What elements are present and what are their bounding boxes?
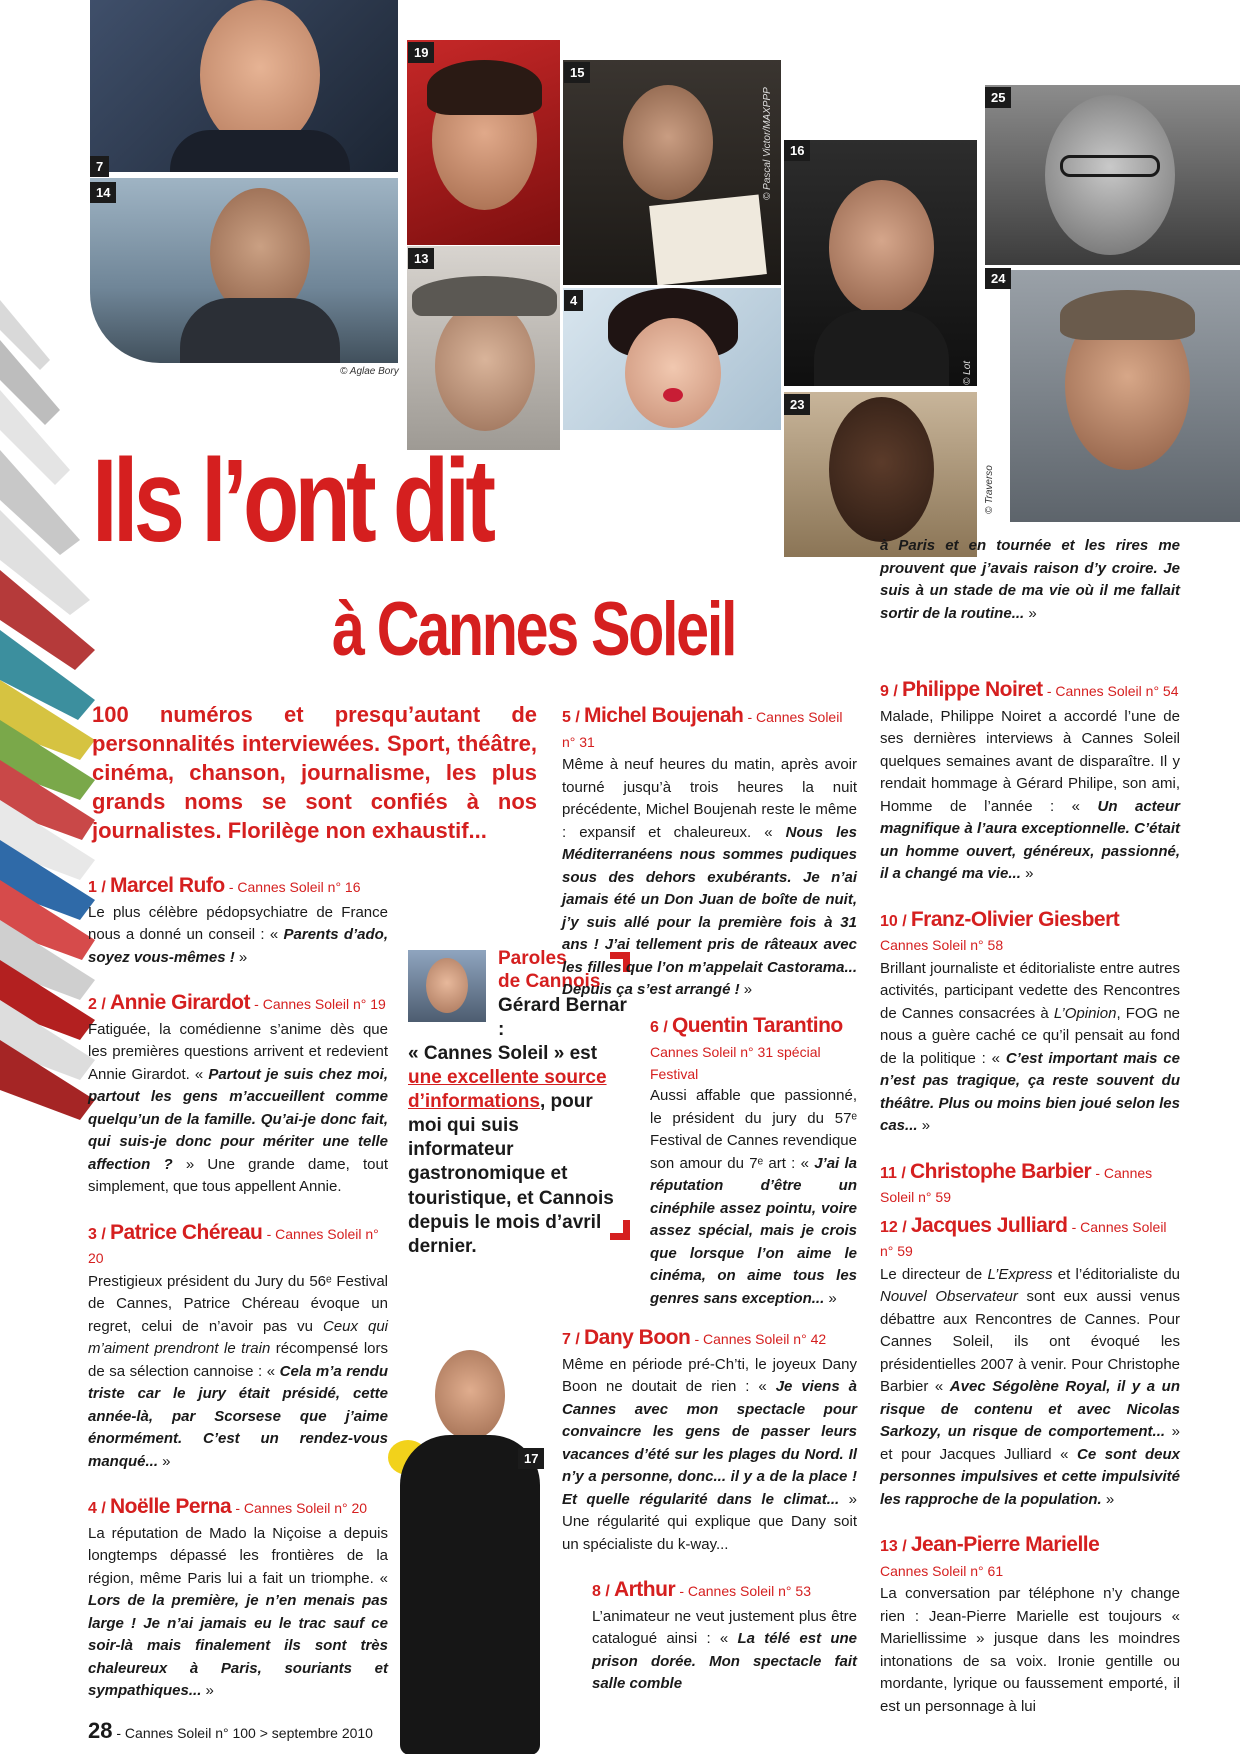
page-title: Ils l’ont dit <box>92 435 492 567</box>
photo-number-13: 13 <box>408 248 434 269</box>
entry-header: 9 / Philippe Noiret - Cannes Soleil n° 54 <box>880 678 1179 701</box>
entry-header: 3 / Patrice Chéreau - Cannes Soleil n° 20 <box>88 1220 379 1266</box>
photo-credit-aglae-bory: © Aglae Bory <box>340 366 399 377</box>
magazine-stack-illustration <box>0 300 95 1120</box>
footer-issue: - Cannes Soleil n° 100 > septembre 2010 <box>116 1725 373 1741</box>
page-number: 28 <box>88 1718 113 1743</box>
entry-arthur: 8 / Arthur - Cannes Soleil n° 53 L’animateur ne veut justement plus être catalogué ainsi : « La télé est une prison dorée. Mon spectacle fait salle comble <box>562 1574 857 1696</box>
photo-13 <box>407 246 560 450</box>
entry-franz-olivier-giesbert: 10 / Franz-Olivier Giesbert Cannes Soleil n° 58 Brillant journaliste et éditorialiste entre autres activités, participant vedette des Rencontres de Cannes consacrées à L’Opinion, FOG ne nous a guère caché ce qu’il pensait au fond de la politique : « C’est important mais ce n’est pas tragique, ça reste souvent du théâtre. Plus ou moins bien joué selon les cas... » <box>880 904 1180 1138</box>
paroles-quote: « Cannes Soleil » est une excellente source d’informations, pour moi qui suis informateur gastronomique et touristique, et Cannois depuis le mois d’avril dernier. <box>408 1042 614 1257</box>
entry-header: 8 / Arthur - Cannes Soleil n° 53 <box>592 1578 811 1601</box>
photo-number-14: 14 <box>90 182 116 203</box>
photo-25 <box>985 85 1240 265</box>
photo-credit-traverso: © Traverso <box>984 465 995 514</box>
photo-23 <box>784 392 977 557</box>
entry-annie-girardot: 2 / Annie Girardot - Cannes Soleil n° 19 Fatiguée, la comédienne s’anime dès que les premières questions arrivent et redevient Annie Girardot. « Partout je suis chez moi, partout les gens m’accueillent comme quelqu’un de la famille. Qu’ai-je donc fait, qui suis-je donc pour mériter une telle affection ? » Une grande dame, tout simplement, que tous appellent Annie. <box>88 987 388 1199</box>
entry-patrice-chereau: 3 / Patrice Chéreau - Cannes Soleil n° 20 Prestigieux président du Jury du 56ᵉ Festival de Cannes, Patrice Chéreau évoque un regret, celui de n’avoir pas vu Ceux qui m’aiment prendront le train récompensé lors de sa sélection cannoise : « Cela m’a rendu triste car le jury était présidé, cette année-là, par Scorsese que j’aime énormément. C’est un rendez-vous manqué... » <box>88 1217 388 1474</box>
entry-header: 1 / Marcel Rufo - Cannes Soleil n° 16 <box>88 874 361 897</box>
intro-paragraph: 100 numéros et presqu’autant de personnalités interviewées. Sport, théâtre, cinéma, chanson, journalisme, les plus grands noms se sont confiés à nos journalistes. Florilège non exhaustif... <box>92 702 537 844</box>
photo-number-15: 15 <box>564 62 590 83</box>
column-middle-bottom <box>562 1322 857 1714</box>
paroles-title-line2: de Cannois <box>498 970 601 992</box>
entry-dany-boon: 7 / Dany Boon - Cannes Soleil n° 42 Même en période pré-Ch’ti, le joyeux Dany Boon ne doutait de rien : « Je viens à Cannes avec mon spectacle pour convaincre les gens de passer leurs vacances d’été sur les plages du Nord. Il n’y a personne, donc... il y a de la place ! Et quelle régularité dans le climat... » Une régularité qui explique que Dany soit un spécialiste du k-way... <box>562 1322 857 1556</box>
entry-header: 10 / Franz-Olivier Giesbert <box>880 907 1120 931</box>
entry-header: 13 / Jean-Pierre Marielle <box>880 1533 1100 1556</box>
photo-19 <box>407 40 560 245</box>
photo-16 <box>784 140 977 386</box>
entry-header: 7 / Dany Boon - Cannes Soleil n° 42 <box>562 1326 827 1349</box>
column-middle-lower: 6 / Quentin Tarantino Cannes Soleil n° 31 spécial Festival <box>650 1010 857 1087</box>
entry-header: 2 / Annie Girardot - Cannes Soleil n° 19 <box>88 991 386 1014</box>
photo-15 <box>563 60 781 285</box>
entry-header: 11 / Christophe Barbier - Cannes Soleil n° 59 <box>880 1159 1153 1205</box>
photo-7 <box>90 0 398 172</box>
entry-marcel-rufo: 1 / Marcel Rufo - Cannes Soleil n° 16 Le plus célèbre pédopsychiatre de France nous a donné un conseil : « Parents d’ado, soyez vous-mêmes ! » <box>88 870 388 969</box>
photo-number-25: 25 <box>985 87 1011 108</box>
photo-number-24: 24 <box>985 268 1011 289</box>
photo-number-16: 16 <box>784 140 810 161</box>
entry-michel-boujenah: 5 / Michel Boujenah - Cannes Soleil n° 31 Même à neuf heures du matin, après avoir tourné jusqu’à trois heures la nuit précédente, Michel Boujenah reste le même : expansif et chaleureux. « Nous les Méditerranéens nous sommes pudiques sous des dehors exubérants. Je n’ai jamais été un Don Juan de boîte de nuit, j’y suis allé pour la première fois à 31 ans ! J’ai tellement pris de râteaux avec les filles que l’on m’appelait Castorama... Depuis ça s’est arrangé ! » <box>562 700 857 1002</box>
entry-philippe-noiret: 9 / Philippe Noiret - Cannes Soleil n° 54 Malade, Philippe Noiret a accordé l’une de ses dernières interviews à Cannes Soleil quelques semaines avant de disparaître. Il y rendait hommage à Gérard Philipe, son ami, Homme de l’année : « Un acteur magnifique à l’aura exceptionnelle. C’était un homme ouvert, généreux, passionné, il a changé ma vie... » <box>880 674 1180 886</box>
column-middle <box>562 700 857 1020</box>
column-left <box>88 870 388 1721</box>
entry-header: 12 / Jacques Julliard - Cannes Soleil n° 59 <box>880 1213 1167 1259</box>
entry-noelle-perna: 4 / Noëlle Perna - Cannes Soleil n° 20 La réputation de Mado la Niçoise a depuis longtemps dépassé les frontières de la région, même Paris lui a fait un triomphe. « Lors de la première, je n’en menais pas large ! Je n’ai jamais eu le trac sauf ce soir-là mais finalement ils sont très chaleureux à Paris, souriants et sympathiques... » <box>88 1491 388 1703</box>
photo-17 <box>380 1340 550 1754</box>
photo-number-7: 7 <box>90 156 109 177</box>
photo-number-17: 17 <box>518 1448 544 1469</box>
photo-credit-lot: © Lot <box>962 360 973 385</box>
photo-credit-pascal-victor: © Pascal Victor/MAXPPP <box>762 87 773 200</box>
entry-barbier-julliard: 11 / Christophe Barbier - Cannes Soleil n° 59 12 / Jacques Julliard - Cannes Soleil n° 59 Le directeur de L’Express et l’éditorialiste du Nouvel Observateur sont eux aussi venus débattre aux Rencontres de Cannes. Pour Cannes Soleil, ils ont évoqué les présidentielles 2007 à venir. Pour Christophe Barbier « Avec Ségolène Royal, il y a un risque de contenu et avec Nicolas Sarkozy, un risque de comportement... » et pour Jacques Julliard « Ce sont deux personnes impulsives et cette impulsivité les rapproche de la population. » <box>880 1156 1180 1512</box>
page-footer <box>88 1718 373 1744</box>
column-right <box>880 674 1180 1736</box>
photo-14 <box>90 178 398 363</box>
entry-header: 4 / Noëlle Perna - Cannes Soleil n° 20 <box>88 1495 368 1518</box>
entry-quentin-tarantino: Aussi affable que passionné, le président du jury du 57ᵉ Festival de Cannes revendique son amour du 7ᵉ art : « J’ai la réputation d’être un cinéphile assez pointu, voire assez spécial, mais je crois que lorsque l’on aime le cinéma, on aime tous les genres sans exception... » <box>650 1087 857 1307</box>
photo-number-19: 19 <box>408 42 434 63</box>
photo-number-4: 4 <box>564 290 583 311</box>
paroles-title-line1: Paroles <box>498 948 567 969</box>
entry-jean-pierre-marielle: 13 / Jean-Pierre Marielle Cannes Soleil n° 61 La conversation par téléphone n’y change rien : Jean-Pierre Marielle est toujours « Mariellissime » jusque dans les moindres intonations de sa voix. Ironie gentille ou mordante, lyrique ou faussement emporté, il est un personnage à lui <box>880 1529 1180 1718</box>
entry-header: 6 / Quentin Tarantino <box>650 1014 843 1037</box>
column-right-continuation: à Paris et en tournée et les rires me prouvent que j’avais raison d’y croire. Je suis à un stade de ma vie où il me fallait sortir de la routine... » <box>880 537 1180 622</box>
photo-4 <box>563 288 781 430</box>
paroles-author: Gérard Bernar : <box>498 994 627 1040</box>
photo-number-23: 23 <box>784 394 810 415</box>
entry-header: 5 / Michel Boujenah - Cannes Soleil n° 31 <box>562 704 843 750</box>
page-subtitle: à Cannes Soleil <box>332 587 736 672</box>
photo-24 <box>1010 270 1240 522</box>
